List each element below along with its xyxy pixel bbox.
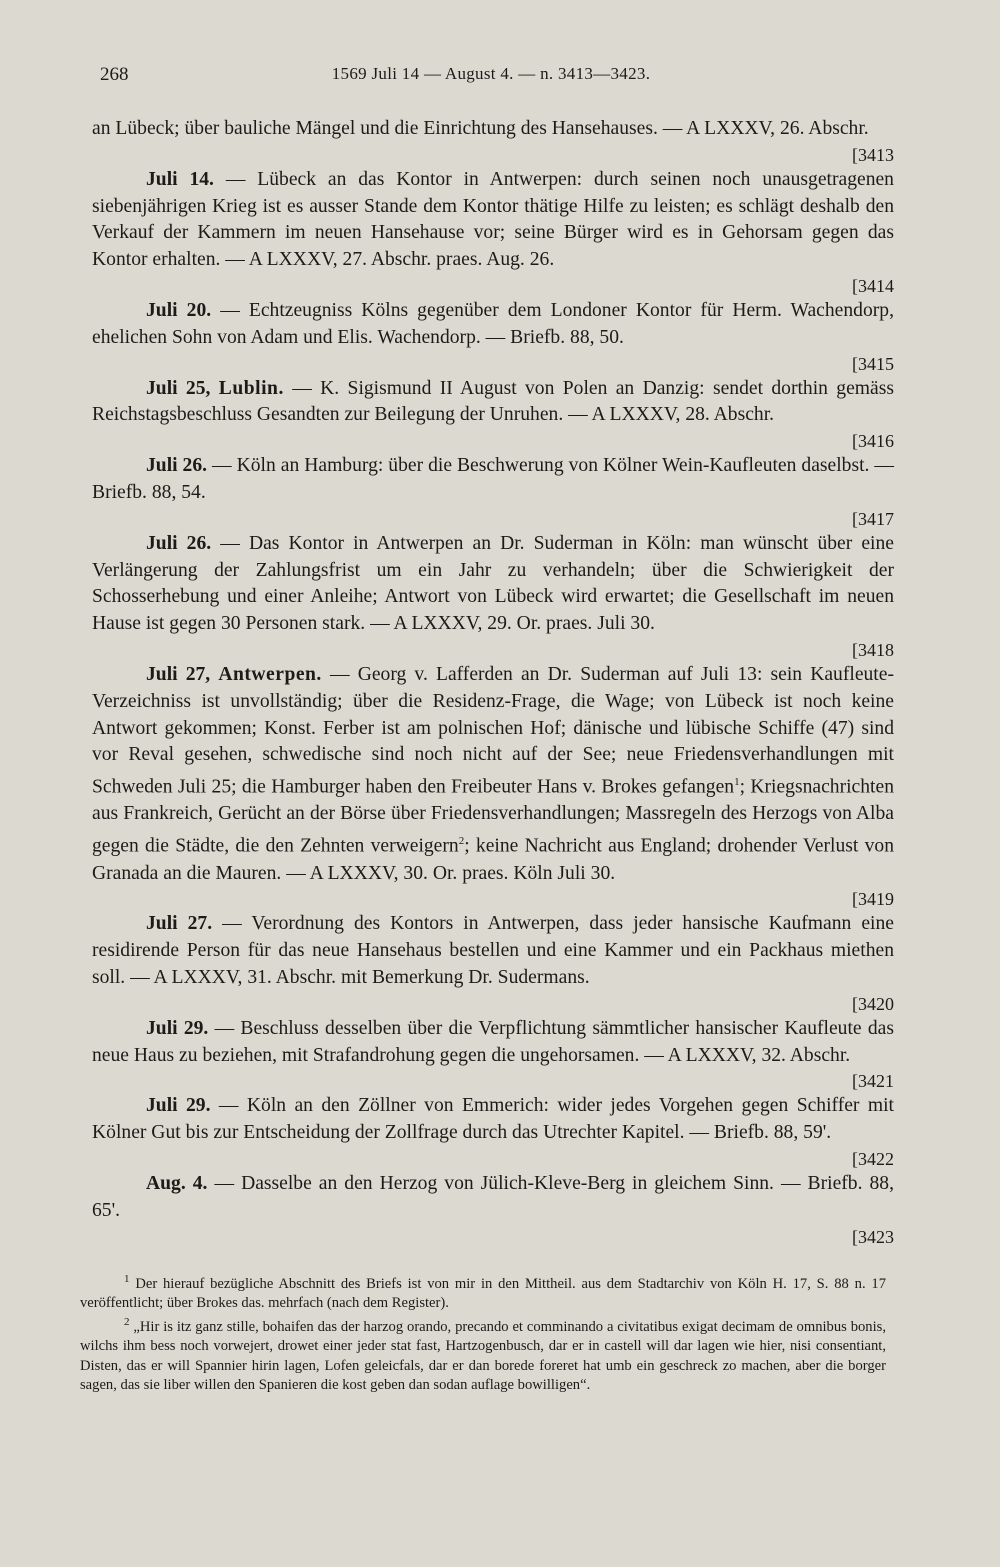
page-header — [88, 64, 894, 90]
entry-date: Juli 25, — [146, 377, 211, 399]
entry-text: — Echtzeugniss Kölns gegenüber dem Londoner Kontor für Herm. Wachendorp, ehelichen Sohn von Adam und Elis. Wachendorp. — Briefb. 88, 50. — [92, 299, 894, 348]
entry-number: [3414 — [852, 275, 894, 296]
entry-number: [3413 — [852, 144, 894, 165]
entry-place: Antwerpen. — [218, 663, 322, 685]
entry-text: — Beschluss desselben über die Verpflichtung sämmtlicher hansischer Kaufleute das neue Haus zu beziehen, mit Strafandrohung gegen die ungehorsamen. — A LXXXV, 32. Abschr. — [92, 1017, 894, 1066]
entry-number: [3416 — [852, 431, 894, 452]
entry-3423 — [92, 1171, 894, 1225]
entry-number: [3423 — [852, 1226, 894, 1247]
entry-date: Aug. 4. — [146, 1172, 208, 1194]
page-number: 268 — [100, 64, 129, 85]
entry-3418 — [92, 531, 894, 638]
entry-date: Juli 29. — [146, 1017, 209, 1039]
entry-3416 — [92, 376, 894, 430]
entry-3422 — [92, 1093, 894, 1147]
footnote-text: „Hir is itz ganz stille, bohaifen das der harzog orando, precando et comminando a civitatibus exigat decimam de omnibus bonis, wilchs ihm bess noch vorwejert, drowet einer jeder stat fast, Hartzogenbusch, dar er in castell will dar lagen wie hier, nisi consentiant, Disten, das er will Spannier hirin lagen, Lofen geleicfals, dar er dan borede foreret hat umb ein geschreck zo machen, aber die borger sagen, das sie liber willen den Spanieren die kost geben dan sodan auflage bowilligen“. — [80, 1319, 886, 1393]
entry-number: [3417 — [852, 508, 894, 529]
running-title: 1569 Juli 14 — August 4. — n. 3413—3423. — [331, 64, 651, 83]
entry-text: — Köln an Hamburg: über die Beschwerung von Kölner Wein-Kaufleuten daselbst. — Briefb. 88, 54. — [92, 455, 894, 503]
entry-text: — Verordnung des Kontors in Antwerpen, dass jeder hansische Kaufmann eine residirende Person für das neue Hansehaus bestellen und eine Kammer und ein Packhaus miethen soll. — A LXXXV, 31. Abschr. mit Bemerkung Dr. Sudermans. — [92, 913, 894, 988]
footnote-ref[interactable]: 2 — [458, 835, 465, 848]
entry-3419 — [92, 662, 894, 887]
entry-date: Juli 26. — [146, 532, 212, 554]
register-entries — [92, 116, 894, 1249]
entry-3421 — [92, 1016, 894, 1070]
entry-number: [3420 — [852, 993, 894, 1014]
footnotes — [80, 1270, 886, 1395]
entry-3415 — [92, 298, 894, 352]
entry-3413 — [92, 116, 894, 143]
footnote-1 — [80, 1270, 886, 1313]
entry-3417 — [92, 453, 894, 507]
entry-text: — Köln an den Zöllner von Emmerich: wider jedes Vorgehen gegen Schiffer mit Kölner Gut bis zur Entscheidung der Zollfrage durch das Utrechter Kapitel. — Briefb. 88, 59'. — [92, 1095, 894, 1144]
entry-text: — Georg v. Lafferden an Dr. Suderman auf Juli 13: sein Kaufleute-Verzeichniss ist unvollständig; über die Residenz-Frage, die Wage; von Lübeck ist noch keine Antwort gekommen; Konst. Ferber ist am polnischen Hof; dänische und lübische Schiffe (47) sind vor Reval gesehen, schwedische sind noch nicht auf der See; neue Friedensverhandlungen mit Schweden Juli 25; die Hamburger haben den Freibeuter Hans v. Brokes gefangen — [92, 663, 894, 798]
entry-text: — Das Kontor in Antwerpen an Dr. Suderman in Köln: man wünscht über eine Verlängerung der Zahlungsfrist um ein Jahr zu verhandeln; über die Schwierigkeit der Schosserhebung und einer Anleihe; Antwort von Lübeck wird erwartet; die Gesellschaft im neuen Hause ist gegen 30 Personen stark. — A LXXXV, 29. Or. praes. Juli 30. — [92, 532, 894, 635]
entry-3414 — [92, 167, 894, 274]
footnote-text: Der hierauf bezügliche Abschnitt des Briefs ist von mir in den Mittheil. aus dem Stadtarchiv von Köln H. 17, S. 88 n. 17 veröffentlicht; über Brokes das. mehrfach (nach dem Register). — [80, 1275, 886, 1312]
footnote-2 — [80, 1313, 886, 1395]
entry-number: [3419 — [852, 889, 894, 910]
entry-text: an Lübeck; über bauliche Mängel und die Einrichtung des Hansehauses. — A LXXXV, 26. Abschr. — [92, 118, 869, 139]
entry-date: Juli 27. — [146, 913, 213, 935]
entry-date: Juli 26. — [146, 455, 208, 477]
entry-number: [3415 — [852, 353, 894, 374]
footnote-mark: 1 — [124, 1273, 130, 1285]
entry-number: [3421 — [852, 1071, 894, 1092]
entry-place: Lublin. — [218, 377, 284, 399]
footnote-ref[interactable]: 1 — [734, 776, 740, 789]
entry-text: ; keine Nachricht aus England; drohender Verlust von Granada an die Mauren. — A LXXXV, 30. Or. praes. Köln Juli 30. — [92, 835, 894, 884]
entry-date: Juli 29. — [146, 1095, 211, 1117]
entry-text: — Dasselbe an den Herzog von Jülich-Kleve-Berg in gleichem Sinn. — Briefb. 88, 65'. — [92, 1172, 894, 1221]
entry-3420 — [92, 911, 894, 991]
entry-date: Juli 27, — [146, 663, 211, 685]
entry-date: Juli 20. — [146, 299, 212, 321]
entry-text: ; Kriegsnachrichten aus Frankreich, Gerücht an der Börse über Friedensverhandlungen; Massregeln des Herzogs von Alba gegen die Städte, die den Zehnten verweigern — [92, 776, 894, 857]
footnote-mark: 2 — [124, 1316, 130, 1329]
entry-date: Juli 14. — [146, 168, 214, 190]
entry-text: — Lübeck an das Kontor in Antwerpen: durch seinen noch unausgetragenen siebenjährigen Krieg ist es ausser Stande dem Kontor thätige Hilfe zu leisten; es schlägt deshalb den Verkauf der Kammern im neuen Hansehause vor; seine Bürger wird es in Gehorsam gegen das Kontor erhalten. — A LXXXV, 27. Abschr. praes. Aug. 26. — [92, 168, 894, 271]
entry-number: [3422 — [852, 1148, 894, 1169]
entry-text: — K. Sigismund II August von Polen an Danzig: sendet dorthin gemäss Reichstagsbeschluss Gesandten zur Beilegung der Unruhen. — A LXXXV, 28. Abschr. — [92, 377, 894, 426]
entry-number: [3418 — [852, 639, 894, 660]
